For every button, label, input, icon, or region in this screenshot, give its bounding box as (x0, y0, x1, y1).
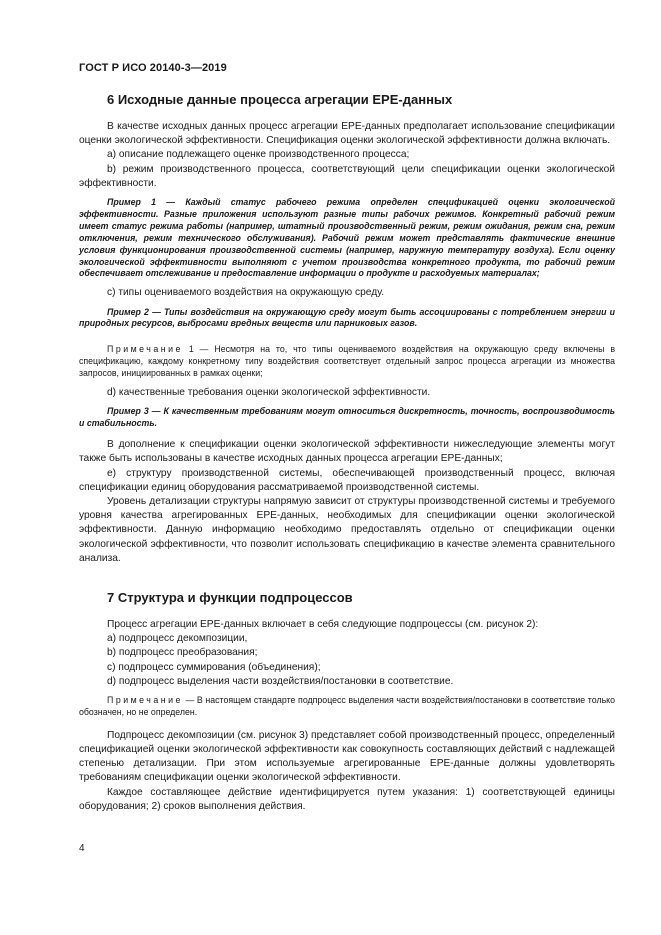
note-section-7-text: — В настоящем стандарте подпроцесс выделения части воздействия/постановки в соответствие только обозначен, но не определен. (79, 694, 615, 717)
list-item-d: d) качественные требования оценки экологической эффективности. (107, 387, 431, 399)
list-item-b: b) режим производственного процесса, соответствующий цели спецификации оценки экологической эффективности. (79, 163, 615, 189)
list-item-e: е) структуру производственной системы, обеспечивающей производственный процесс, включая спецификации единиц оборудования рассматриваемой производственной системы. (79, 467, 615, 493)
page-body (79, 92, 615, 814)
para-decomposition: Подпроцесс декомпозиции (см. рисунок 3) представляет собой производственный процесс, определенный спецификацией оценки экологической эффективности как совокупность составляющих действий с надлежащей степенью детализации. При этом используемые агрегированные ЕРЕ-данные должны удовлетворять требованиям спецификации оценки экологической эффективности. (79, 729, 615, 784)
para-detail: Уровень детализации структуры напрямую зависит от структуры производственной системы и требуемого уровня качества агрегированных ЕРЕ-данных, необходимых для спецификации оценки экологической эффективности. Данную информацию необходимо предоставлять отдельно от спецификации оценки экологической эффективности, что позволит использовать спецификацию в качестве элемента сравнительного анализа. (79, 495, 615, 564)
subprocess-item-c: с) подпроцесс суммирования (объединения); (107, 661, 321, 673)
list-item-a: а) описание подлежащего оценке производственного процесса; (107, 149, 410, 161)
subprocess-item-b: b) подпроцесс преобразования; (107, 647, 258, 659)
section-6-title: 6 Исходные данные процесса агрегации ЕРЕ-данных (107, 92, 453, 107)
standard-header: ГОСТ Р ИСО 20140-3—2019 (79, 62, 227, 74)
note-1 (79, 344, 615, 380)
note-1-label: Примечание (107, 344, 183, 355)
list-item-c: с) типы оцениваемого воздействия на окружающую среду. (107, 287, 385, 299)
para-action: Каждое составляющее действие идентифицируется путем указания: 1) соответствующей единицы оборудования; 2) сроков выполнения действия. (79, 786, 615, 812)
subprocess-item-a: а) подпроцесс декомпозиции, (107, 633, 248, 645)
subprocess-item-d: d) подпроцесс выделения части воздействия/постановки в соответствие. (107, 675, 454, 687)
example-3: Пример 3 — К качественным требованиям могут относиться дискретность, точность, воспроизводимость и стабильность. (79, 406, 615, 429)
note-section-7-label: Примечание (107, 694, 183, 705)
example-1: Пример 1 — Каждый статус рабочего режима определен спецификацией оценки экологической эффективности. Разные приложения используют разные типы рабочих режимов. Конкретный рабочий режим имеет статус режима работы (например, штатный производственный режим, режим ожидания, режим сна, режим отключения, режим технического обслуживания). Рабочий режим может представлять фактические внешние условия функционирования производственной системы (например, наружную температуру воздуха). Если оценку экологической эффективности выполняют с учетом производства конкретного продукта, то рабочий режим обеспечивает отслеживание и предоставление информации о продукте и расходуемых материалах; (79, 197, 615, 279)
note-1-text: 1 — Несмотря на то, что типы оцениваемого воздействия на окружающую среду включены в спецификацию, каждому конкретному типу воздействия соответствует отдельный запрос процесса агрегации из множества запросов, инициированных в рамках оценки; (79, 344, 615, 379)
section-6-intro: В качестве исходных данных процесс агрегации ЕРЕ-данных предполагает использование спецификации оценки экологической эффективности. Спецификация оценки экологической эффективности должна включать. (79, 121, 615, 147)
note-section-7 (79, 695, 615, 719)
section-7-title: 7 Структура и функции подпроцессов (107, 589, 353, 605)
example-2: Пример 2 — Типы воздействия на окружающую среду могут быть ассоциированы с потреблением энергии и природных ресурсов, выбросами вредных веществ или парниковых газов. (79, 306, 615, 329)
section-7-intro: Процесс агрегации ЕРЕ-данных включает в себя следующие подпроцессы (см. рисунок 2): (107, 618, 539, 630)
page-number: 4 (79, 843, 85, 854)
para-addition: В дополнение к спецификации оценки экологической эффективности нижеследующие элементы могут также быть использованы в качестве исходных данных процесса агрегации ЕРЕ-данных; (79, 439, 615, 465)
